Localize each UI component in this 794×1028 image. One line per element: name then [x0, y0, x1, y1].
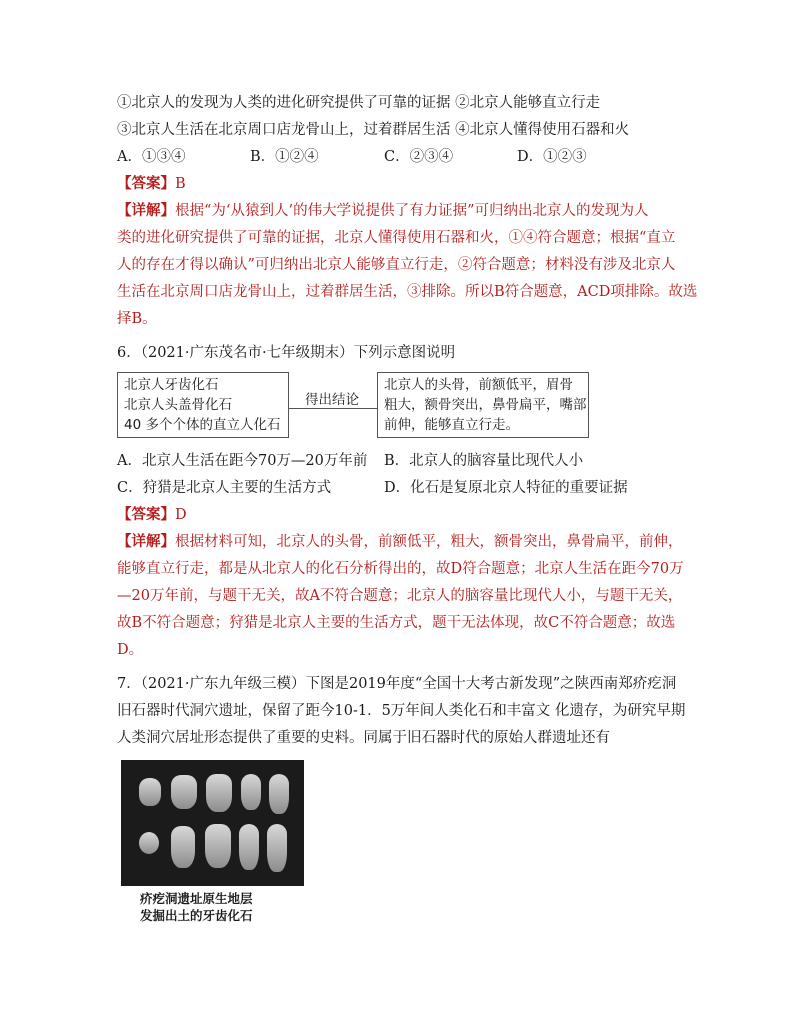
q6-detail-line-3: —20万年前，与题干无关，故A不符合题意；北京人的脑容量比现代人小，与题干无关， [117, 588, 683, 604]
q5-option-d[interactable]: D．①②③ [517, 149, 587, 165]
conclusion-line: 北京人的头骨，前额低平，眉骨 [384, 377, 573, 393]
q6-answer [117, 505, 187, 525]
statement-row-1: ①北京人的发现为人类的进化研究提供了可靠的证据 ②北京人能够直立行走 [117, 95, 601, 111]
q5-answer [117, 174, 186, 194]
q6-detail-line-1 [117, 532, 683, 552]
detail-text: 根据材料可知，北京人的头骨，前额低平，粗大，额骨突出，鼻骨扁平，前伸， [175, 534, 683, 550]
q5-detail-line-2: 类的进化研究提供了可靠的证据，北京人懂得使用石器和火，①④符合题意；根据“直立 [117, 230, 676, 246]
q5-option-c[interactable]: C．②③④ [384, 149, 454, 165]
q7-stem-line-3: 人类洞穴居址形态提供了重要的史料。同属于旧石器时代的原始人群遗址还有 [117, 730, 610, 746]
q6-option-d[interactable]: D．化石是复原北京人特征的重要证据 [384, 480, 628, 496]
q6-option-a[interactable]: A．北京人生活在距今70万—20万年前 [117, 453, 368, 469]
q6-detail-line-4: 故B不符合题意；狩猎是北京人主要的生活方式，题干无法体现，故C不符合题意；故选 [117, 615, 676, 631]
q7-stem-line-1: 7．（2021·广东九年级三模）下图是2019年度“全国十大考古新发现”之陕西南郑疥疙洞 [117, 676, 677, 692]
detail-tag: 【详解】 [117, 202, 175, 219]
evidence-line: 40 多个个体的直立人化石 [124, 417, 281, 433]
q5-detail-line-5: 择B。 [117, 311, 157, 327]
q6-option-c[interactable]: C．狩猎是北京人主要的生活方式 [117, 480, 332, 496]
photo-caption-line-1: 疥疙洞遗址原生地层 [140, 891, 253, 906]
arrow-label: 得出结论 [305, 392, 359, 408]
q5-detail-line-1 [117, 201, 649, 221]
answer-value: B [175, 176, 186, 192]
conclusion-line: 前伸，能够直立行走。 [384, 417, 519, 433]
q5-option-a[interactable]: A．①③④ [117, 149, 186, 165]
answer-tag: 【答案】 [117, 506, 175, 523]
q6-option-b[interactable]: B．北京人的脑容量比现代人小 [384, 453, 584, 469]
q6-detail-line-5: D。 [117, 642, 144, 658]
conclusion-line: 粗大，额骨突出，鼻骨扁平，嘴部 [384, 397, 587, 413]
statement-row-2: ③北京人生活在北京周口店龙骨山上，过着群居生活 ④北京人懂得使用石器和火 [117, 122, 630, 138]
q5-detail-line-4: 生活在北京周口店龙骨山上，过着群居生活，③排除。所以B符合题意，ACD项排除。故选 [117, 284, 698, 300]
evidence-line: 北京人头盖骨化石 [124, 397, 232, 413]
answer-value: D [175, 507, 187, 523]
q6-stem: 6．（2021·广东茂名市·七年级期末）下列示意图说明 [117, 345, 456, 361]
connector-line [289, 408, 377, 409]
conclusion-box [377, 372, 589, 438]
detail-text: 根据“为‘从猿到人’的伟大学说提供了有力证据”可归纳出北京人的发现为人 [175, 203, 649, 219]
q7-stem-line-2: 旧石器时代洞穴遗址，保留了距今10-1．5万年间人类化石和丰富文 化遗存，为研究早期 [117, 703, 686, 719]
q6-detail-line-2: 能够直立行走，都是从北京人的化石分析得出的，故D符合题意；北京人生活在距今70万 [117, 561, 684, 577]
evidence-box [117, 372, 289, 438]
q5-option-b[interactable]: B．①②④ [250, 149, 319, 165]
detail-tag: 【详解】 [117, 533, 175, 550]
tooth-fossil-photo [121, 760, 304, 886]
evidence-line: 北京人牙齿化石 [124, 377, 219, 393]
answer-tag: 【答案】 [117, 175, 175, 192]
q5-detail-line-3: 人的存在才得以确认”可归纳出北京人能够直立行走，②符合题意；材料没有涉及北京人 [117, 257, 676, 273]
photo-caption-line-2: 发掘出土的牙齿化石 [140, 908, 253, 923]
